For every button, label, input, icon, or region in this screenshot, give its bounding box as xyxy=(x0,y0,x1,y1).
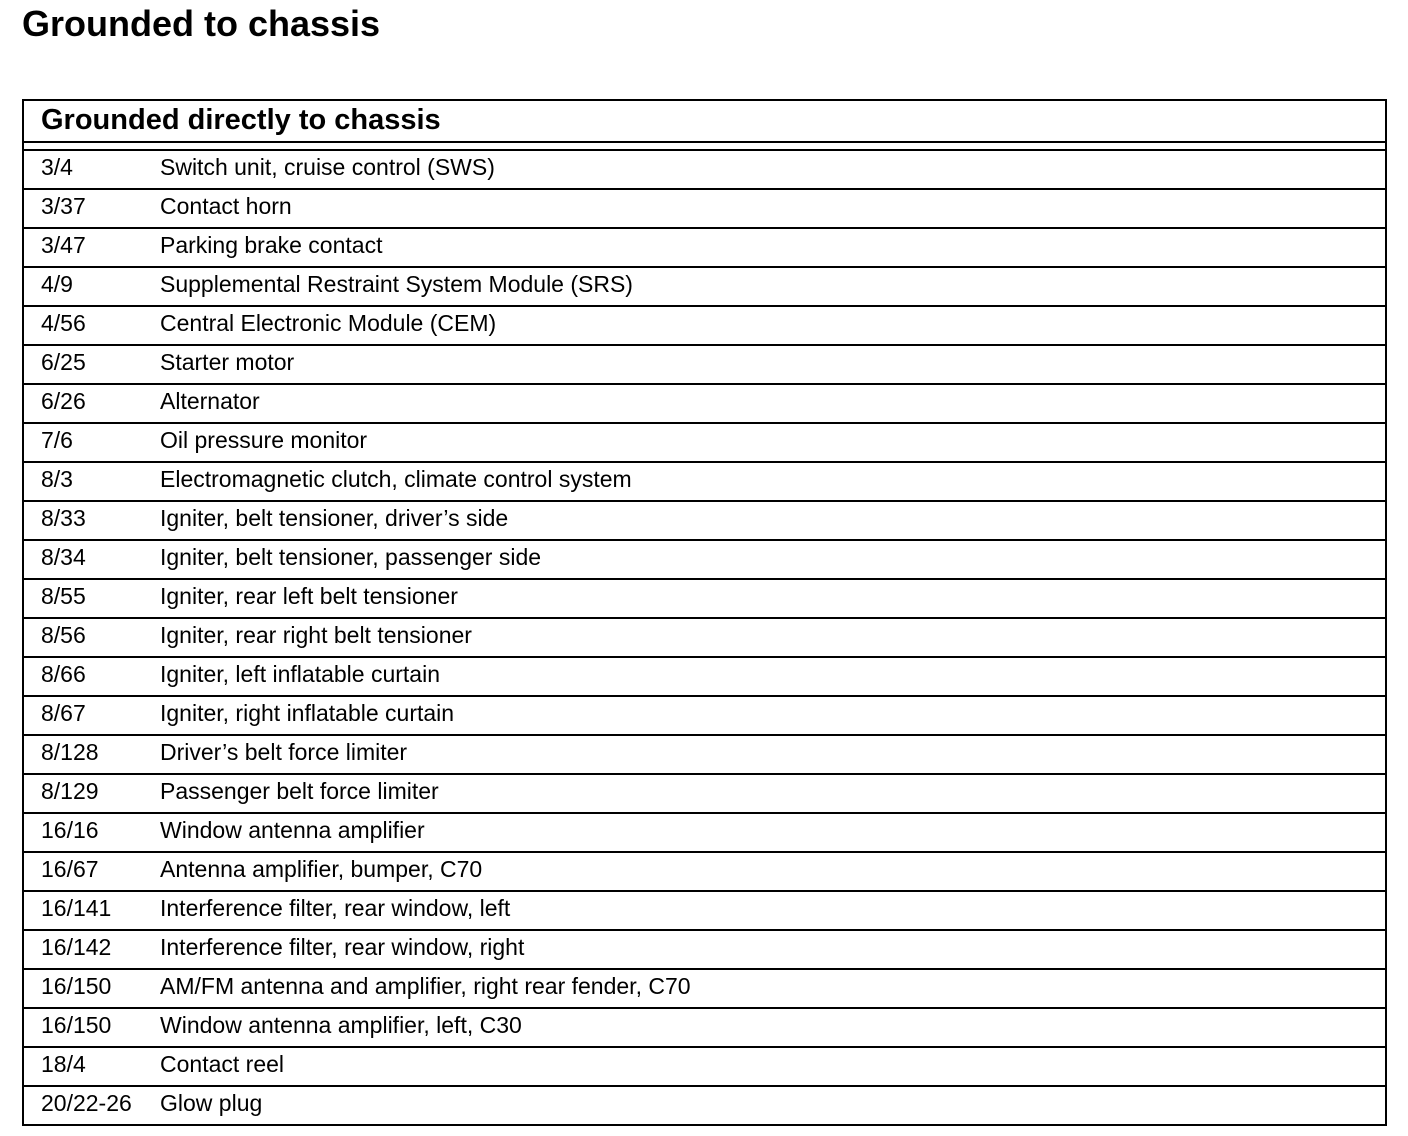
component-code: 8/67 xyxy=(41,700,86,726)
component-description: AM/FM antenna and amplifier, right rear fender, C70 xyxy=(160,973,691,999)
component-code: 8/128 xyxy=(41,739,99,765)
table-row xyxy=(24,188,1385,227)
component-description: Switch unit, cruise control (SWS) xyxy=(160,154,495,180)
table-row xyxy=(24,461,1385,500)
component-description: Igniter, belt tensioner, driver’s side xyxy=(160,505,509,531)
component-code: 7/6 xyxy=(41,427,73,453)
table-row xyxy=(24,149,1385,188)
component-code: 20/22-26 xyxy=(41,1090,132,1116)
table-row xyxy=(24,968,1385,1007)
component-description: Igniter, belt tensioner, passenger side xyxy=(160,544,542,570)
component-code: 8/129 xyxy=(41,778,99,804)
component-code: 8/66 xyxy=(41,661,86,687)
component-description: Antenna amplifier, bumper, C70 xyxy=(160,856,483,882)
component-code: 3/47 xyxy=(41,232,86,258)
component-description: Starter motor xyxy=(160,349,295,375)
table-row xyxy=(24,812,1385,851)
table-row xyxy=(24,305,1385,344)
component-description: Electromagnetic clutch, climate control system xyxy=(160,466,632,492)
component-description: Interference filter, rear window, right xyxy=(160,934,525,960)
component-code: 8/34 xyxy=(41,544,86,570)
component-description: Igniter, left inflatable curtain xyxy=(160,661,440,687)
component-description: Window antenna amplifier, left, C30 xyxy=(160,1012,522,1038)
component-code: 16/150 xyxy=(41,1012,112,1038)
component-code: 16/67 xyxy=(41,856,99,882)
component-description: Oil pressure monitor xyxy=(160,427,368,453)
component-description: Igniter, rear left belt tensioner xyxy=(160,583,458,609)
table-row xyxy=(24,617,1385,656)
component-description: Glow plug xyxy=(160,1090,263,1116)
page-title: Grounded to chassis xyxy=(22,3,381,44)
table-row xyxy=(24,851,1385,890)
table-header: Grounded directly to chassis xyxy=(24,101,1385,143)
component-code: 4/56 xyxy=(41,310,86,336)
component-code: 8/33 xyxy=(41,505,86,531)
component-description: Parking brake contact xyxy=(160,232,383,258)
table-row xyxy=(24,266,1385,305)
table-row xyxy=(24,344,1385,383)
table-row xyxy=(24,383,1385,422)
table-row xyxy=(24,539,1385,578)
table-row xyxy=(24,422,1385,461)
component-description: Window antenna amplifier xyxy=(160,817,425,843)
component-description: Igniter, right inflatable curtain xyxy=(160,700,455,726)
component-code: 8/56 xyxy=(41,622,86,648)
component-code: 3/37 xyxy=(41,193,86,219)
component-description: Passenger belt force limiter xyxy=(160,778,439,804)
table-row xyxy=(24,773,1385,812)
table-row xyxy=(24,1046,1385,1085)
table-row xyxy=(24,695,1385,734)
table-row xyxy=(24,656,1385,695)
component-description: Contact horn xyxy=(160,193,292,219)
component-description: Driver’s belt force limiter xyxy=(160,739,408,765)
component-description: Interference filter, rear window, left xyxy=(160,895,511,921)
component-code: 6/25 xyxy=(41,349,86,375)
table-body xyxy=(24,149,1385,1124)
table-row xyxy=(24,929,1385,968)
component-code: 16/150 xyxy=(41,973,112,999)
table-row xyxy=(24,734,1385,773)
component-description: Alternator xyxy=(160,388,260,414)
component-code: 16/16 xyxy=(41,817,99,843)
component-description: Igniter, rear right belt tensioner xyxy=(160,622,472,648)
table-row xyxy=(24,1085,1385,1124)
component-description: Contact reel xyxy=(160,1051,285,1077)
component-code: 8/3 xyxy=(41,466,73,492)
table-row xyxy=(24,500,1385,539)
component-description: Central Electronic Module (CEM) xyxy=(160,310,497,336)
ground-points-table xyxy=(22,99,1387,1126)
table-row xyxy=(24,890,1385,929)
table-row xyxy=(24,578,1385,617)
component-code: 16/141 xyxy=(41,895,112,921)
component-code: 3/4 xyxy=(41,154,73,180)
component-code: 18/4 xyxy=(41,1051,86,1077)
component-description: Supplemental Restraint System Module (SRS) xyxy=(160,271,633,297)
component-code: 4/9 xyxy=(41,271,73,297)
component-code: 16/142 xyxy=(41,934,112,960)
component-code: 6/26 xyxy=(41,388,86,414)
table-row xyxy=(24,227,1385,266)
component-code: 8/55 xyxy=(41,583,86,609)
table-row xyxy=(24,1007,1385,1046)
